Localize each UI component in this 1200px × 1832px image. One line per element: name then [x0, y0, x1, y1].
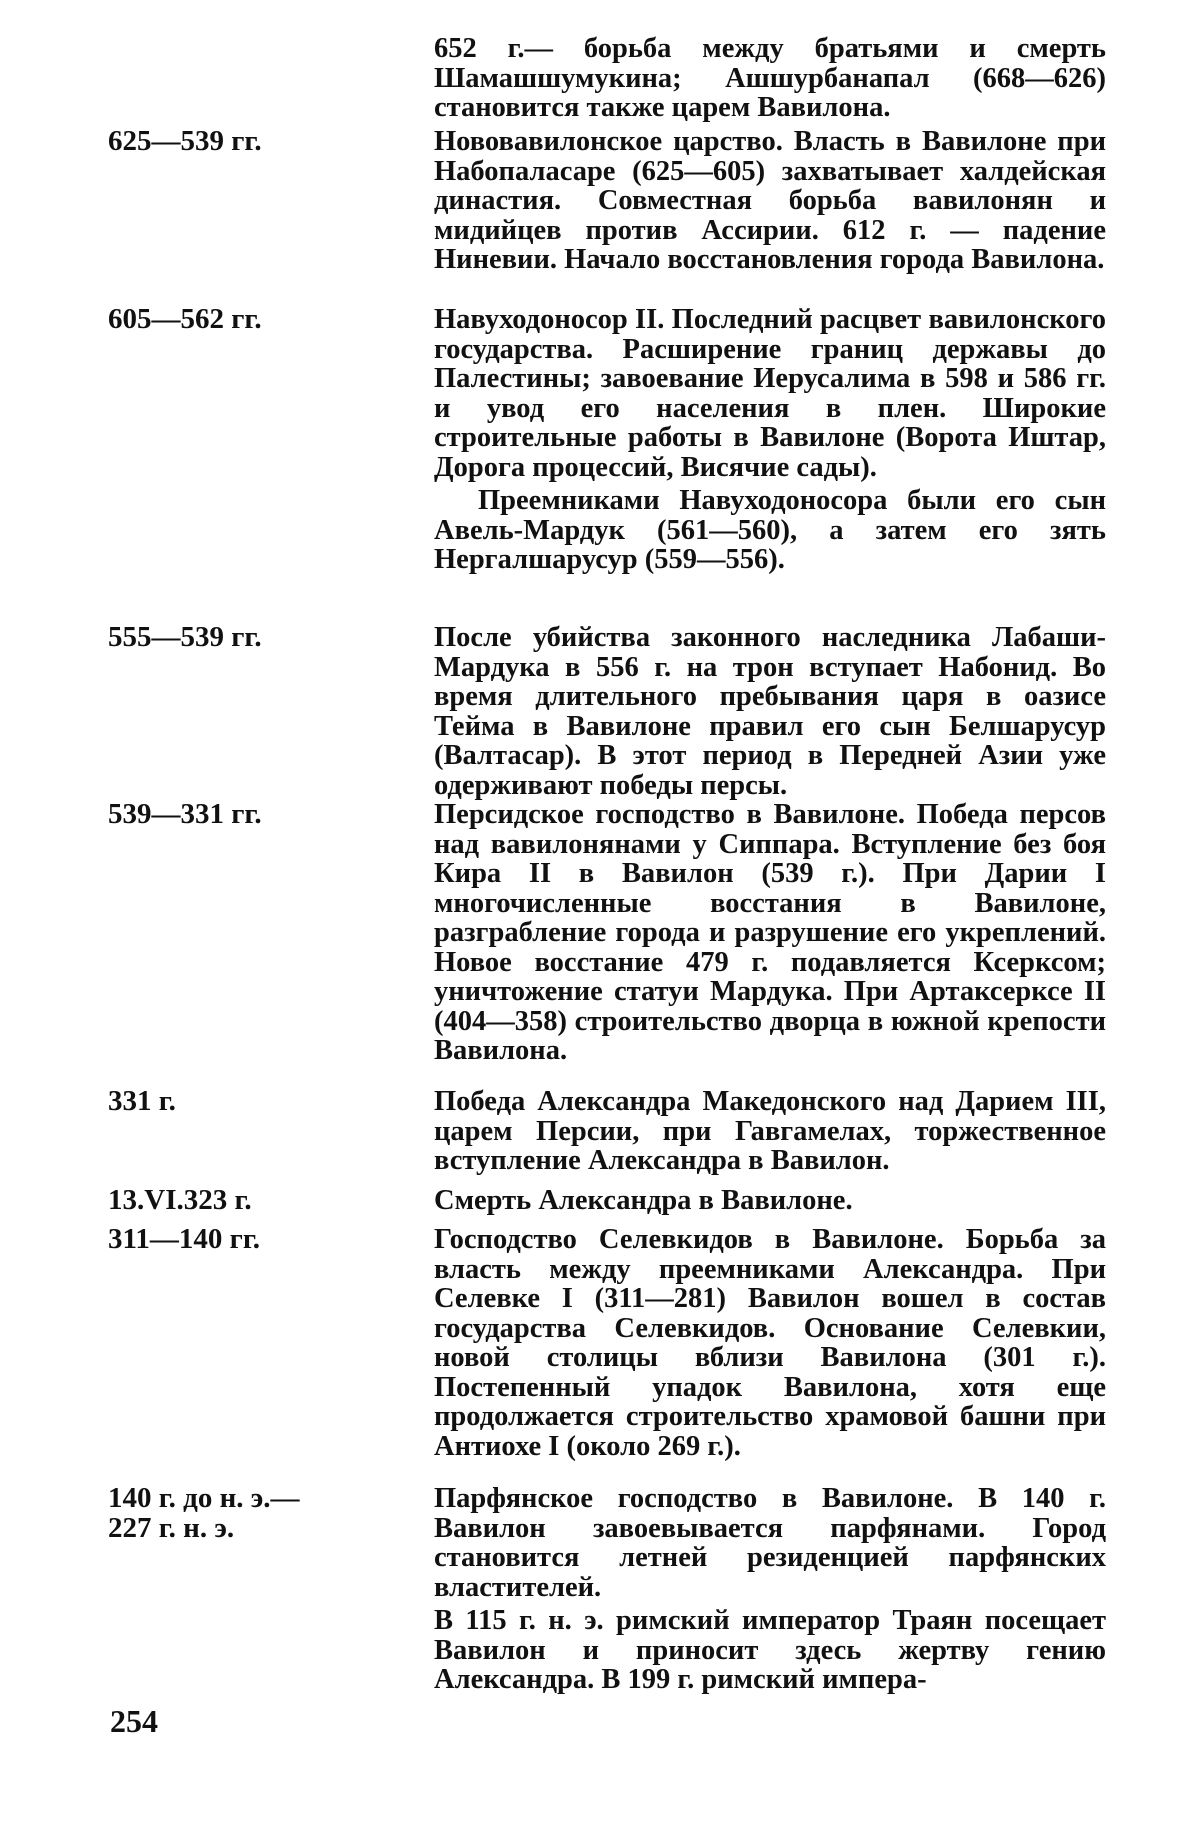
- entry-date: 555—539 гг.: [108, 621, 262, 653]
- entry-paragraph: После убийства законного наследника Лабаши-Мардука в 556 г. на трон вступает Набонид. Во время длительного пребывания царя в оазисе Тейма в Вавилоне правил его сын Белшарусур (Валтасар). В этот период в Передней Азии уже одерживают победы персы.: [434, 622, 1106, 801]
- entry-paragraph: Господство Селевкидов в Вавилоне. Борьба за власть между преемниками Александра. При Селевке I (311—281) Вавилон вошел в состав государства Селевкидов. Основание Селевкии, новой столицы вблизи Вавилона (301 г.). Постепенный упадок Вавилона, хотя еще продолжается строительство храмовой башни при Антиохе I (около 269 г.).: [434, 1224, 1106, 1462]
- entry-paragraph: Навуходоносор II. Последний расцвет вавилонского государства. Расширение границ державы до Палестины; завоевание Иерусалима в 598 и 586 гг. и увод его населения в плен. Широкие строительные работы в Вавилоне (Ворота Иштар, Дорога процессий, Висячие сады).: [434, 304, 1106, 483]
- entry-text: [434, 1087, 1106, 1176]
- entry-text: [434, 1186, 1106, 1216]
- entry-date: 331 г.: [108, 1085, 176, 1117]
- entry-paragraph: 652 г.— борьба между братьями и смерть Шамашшумукина; Ашшурбанапал (668—626) становится также царем Вавилона.: [434, 33, 1106, 123]
- entry-text: [434, 127, 1106, 275]
- entry-paragraph: Нововавилонское царство. Власть в Вавилоне при Набопаласаре (625—605) захватывает халдейская династия. Совместная борьба вавилонян и мидийцев против Ассирии. 612 г. — падение Ниневии. Начало восстановления города Вавилона.: [434, 126, 1106, 275]
- entry-paragraph: Преемниками Навуходоносора были его сын Авель-Мардук (561—560), а затем его зять Нергалшарусур (559—556).: [434, 485, 1106, 575]
- entry-text: [434, 800, 1106, 1066]
- entry-date: 539—331 гг.: [108, 798, 262, 830]
- entry-date: 140 г. до н. э.— 227 г. н. э.: [108, 1482, 300, 1544]
- entry-text: [434, 1225, 1106, 1461]
- entry-paragraph: В 115 г. н. э. римский император Траян посещает Вавилон и приносит здесь жертву гению Александра. В 199 г. римский импера-: [434, 1605, 1106, 1695]
- entry-date: 625—539 гг.: [108, 125, 262, 157]
- entry-text: [434, 1484, 1106, 1695]
- entry-date: 311—140 гг.: [108, 1223, 260, 1255]
- entry-date: 13.VI.323 г.: [108, 1184, 252, 1216]
- entry-text: [434, 305, 1106, 575]
- entry-paragraph: Смерть Александра в Вавилоне.: [434, 1185, 853, 1216]
- entry-paragraph: Парфянское господство в Вавилоне. В 140 г. Вавилон завоевывается парфянами. Город становится летней резиденцией парфянских властителей.: [434, 1483, 1106, 1603]
- page-number: 254: [110, 1703, 158, 1739]
- entry-paragraph: Персидское господство в Вавилоне. Победа персов над вавилонянами у Сиппара. Вступление без боя Кира II в Вавилон (539 г.). При Дарии I многочисленные восстания в Вавилоне, разграбление города и разрушение его укреплений. Новое восстание 479 г. подавляется Ксерксом; уничтожение статуи Мардука. При Артаксерксе II (404—358) строительство дворца в южной крепости Вавилона.: [434, 799, 1106, 1066]
- entry-date: 605—562 гг.: [108, 303, 262, 335]
- entry-paragraph: Победа Александра Македонского над Дарием III, царем Персии, при Гавгамелах, торжественное вступление Александра в Вавилон.: [434, 1086, 1106, 1176]
- entry-text: [434, 34, 1106, 123]
- entry-text: [434, 623, 1106, 800]
